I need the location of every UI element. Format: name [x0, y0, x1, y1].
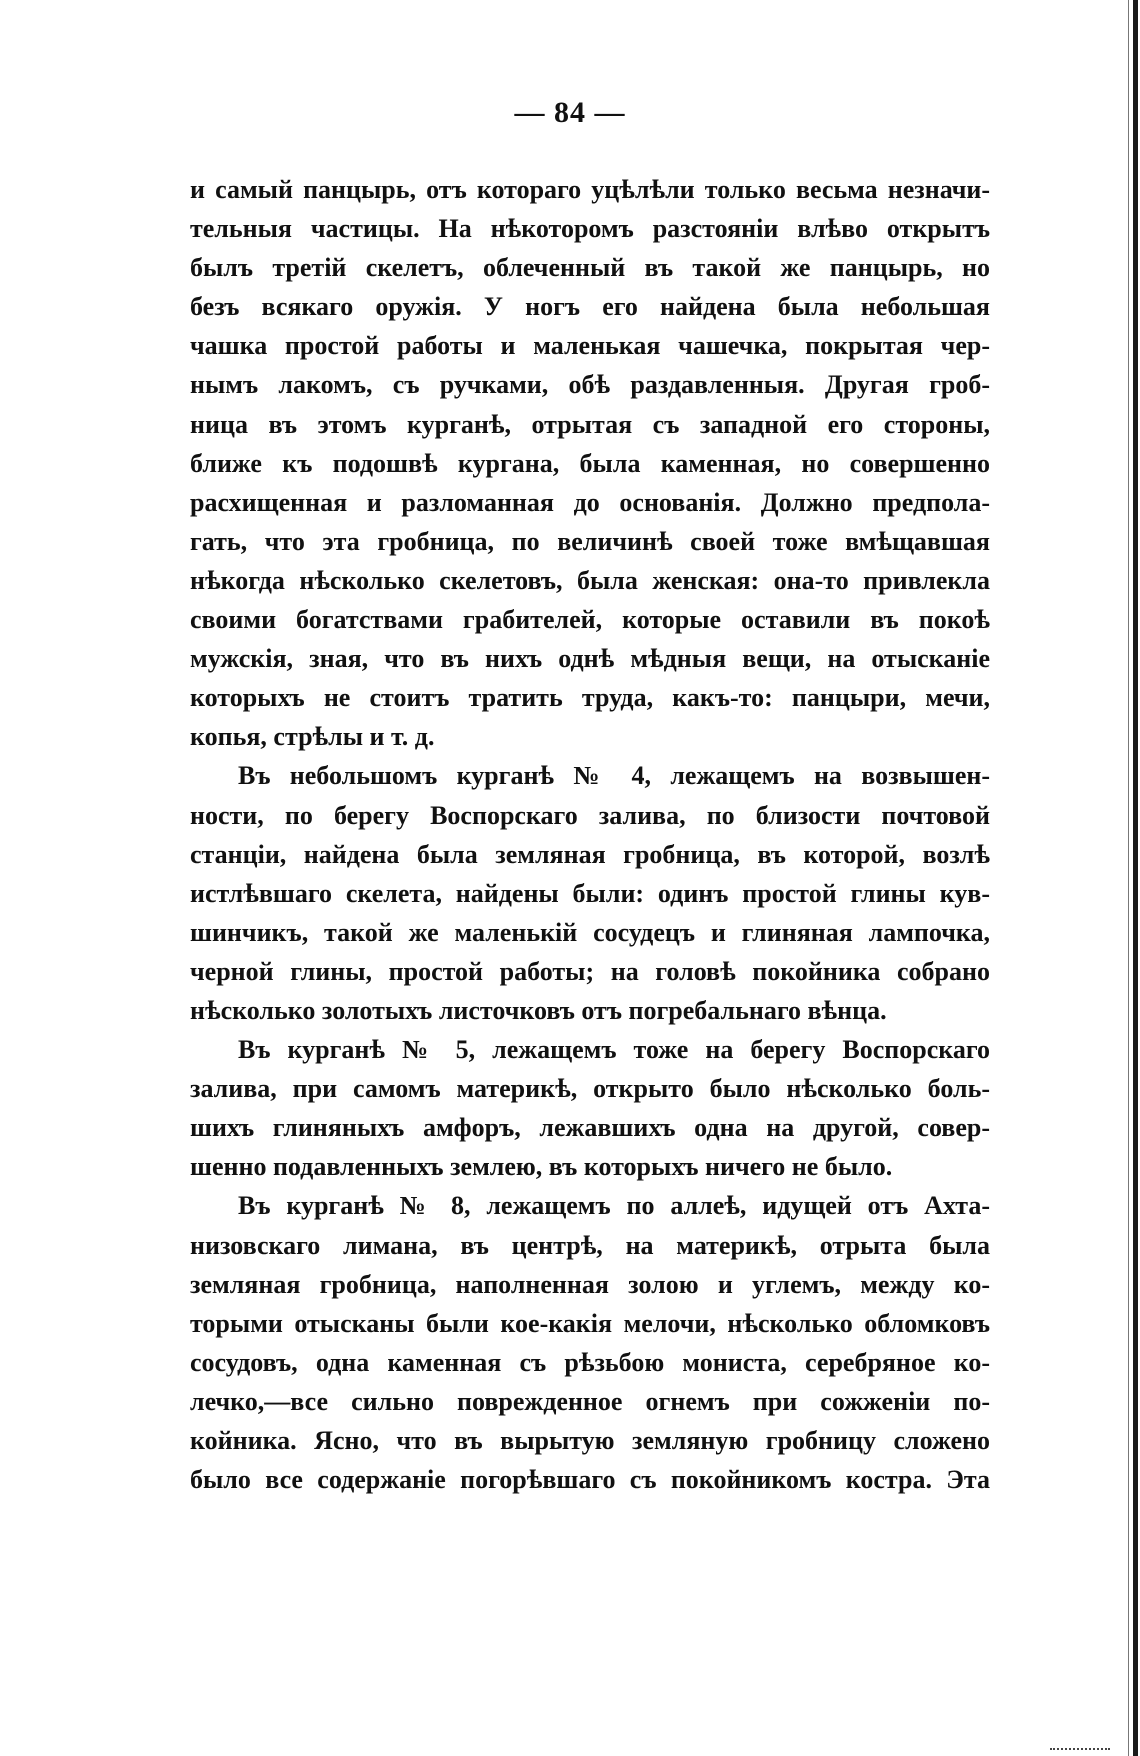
text-line: своими богатствами грабителей, которые оставили въ покоѣ	[190, 605, 990, 635]
text-line: койника. Ясно, что въ вырытую земляную гробницу сложено	[190, 1426, 990, 1455]
text-line: и самый панцырь, отъ котораго уцѣлѣли только весьма незначи-	[190, 175, 990, 204]
text-line: нѣкогда нѣсколько скелетовъ, была женская: она-то привлекла	[190, 565, 990, 595]
text-line: шихъ глиняныхъ амфоръ, лежавшихъ одна на другой, совер-	[190, 1113, 990, 1143]
text-line: нѣсколько золотыхъ листочковъ отъ погребальнаго вѣнца.	[190, 995, 887, 1025]
paragraph-1	[190, 170, 990, 756]
body-text	[190, 170, 990, 1499]
text-line: Въ небольшомъ курганѣ № 4, лежащемъ на возвышен-	[238, 761, 990, 791]
text-line: мужскія, зная, что въ нихъ однѣ мѣдныя вещи, на отысканіе	[190, 644, 990, 674]
paragraph-3	[190, 1030, 990, 1186]
text-line: Въ курганѣ № 8, лежащемъ по аллеѣ, идущей отъ Ахта-	[238, 1191, 990, 1221]
scan-mark	[1050, 1744, 1110, 1750]
text-line: истлѣвшаго скелета, найдены были: одинъ простой глины кув-	[190, 878, 990, 908]
page-number: — 84 —	[514, 96, 626, 129]
text-line: лечко,—все сильно поврежденное огнемъ при сожженіи по-	[190, 1386, 990, 1416]
text-line: нымъ лакомъ, съ ручками, обѣ раздавленныя. Другая гроб-	[190, 370, 990, 400]
text-line: шинчикъ, такой же маленькій сосудецъ и глиняная лампочка,	[190, 917, 990, 947]
text-line: расхищенная и разломанная до основанія. Должно предпола-	[190, 487, 990, 517]
paragraph-2	[190, 756, 990, 1030]
text-line: безъ всякаго оружія. У ногъ его найдена была небольшая	[190, 292, 990, 322]
text-line: сосудовъ, одна каменная съ рѣзьбою мониста, серебряное ко-	[190, 1347, 990, 1377]
text-line: былъ третій скелетъ, облеченный въ такой же панцырь, но	[190, 253, 990, 283]
text-line: низовскаго лимана, въ центрѣ, на материкѣ, отрыта была	[190, 1230, 990, 1260]
text-line: тельныя частицы. На нѣкоторомъ разстояніи влѣво открытъ	[190, 214, 990, 244]
text-line: было все содержаніе погорѣвшаго съ покойникомъ костра. Эта	[190, 1465, 990, 1495]
page-edge-line	[1128, 0, 1129, 1756]
text-line: черной глины, простой работы; на головѣ покойника собрано	[190, 956, 990, 986]
page-edge-shadow	[1133, 0, 1138, 1756]
text-line: земляная гробница, наполненная золою и углемъ, между ко-	[190, 1269, 990, 1299]
text-line: копья, стрѣлы и т. д.	[190, 722, 435, 752]
text-line: Въ курганѣ № 5, лежащемъ тоже на берегу Воспорскаго	[238, 1035, 990, 1065]
text-line: шенно подавленныхъ землею, въ которыхъ ничего не было.	[190, 1152, 893, 1182]
text-line: гать, что эта гробница, по величинѣ своей тоже вмѣщавшая	[190, 526, 990, 556]
text-line: чашка простой работы и маленькая чашечка, покрытая чер-	[190, 331, 990, 361]
paragraph-4	[190, 1186, 990, 1499]
text-line: залива, при самомъ материкѣ, открыто было нѣсколько боль-	[190, 1074, 990, 1104]
text-line: которыхъ не стоитъ тратить труда, какъ-то: панцыри, мечи,	[190, 683, 990, 713]
text-line: ница въ этомъ курганѣ, отрытая съ западной его стороны,	[190, 409, 990, 439]
text-line: торыми отысканы были кое-какія мелочи, нѣсколько обломковъ	[190, 1308, 990, 1338]
text-line: ности, по берегу Воспорскаго залива, по близости почтовой	[190, 800, 990, 830]
text-line: ближе къ подошвѣ кургана, была каменная, но совершенно	[190, 448, 990, 478]
text-line: станціи, найдена была земляная гробница, въ которой, возлѣ	[190, 839, 990, 869]
